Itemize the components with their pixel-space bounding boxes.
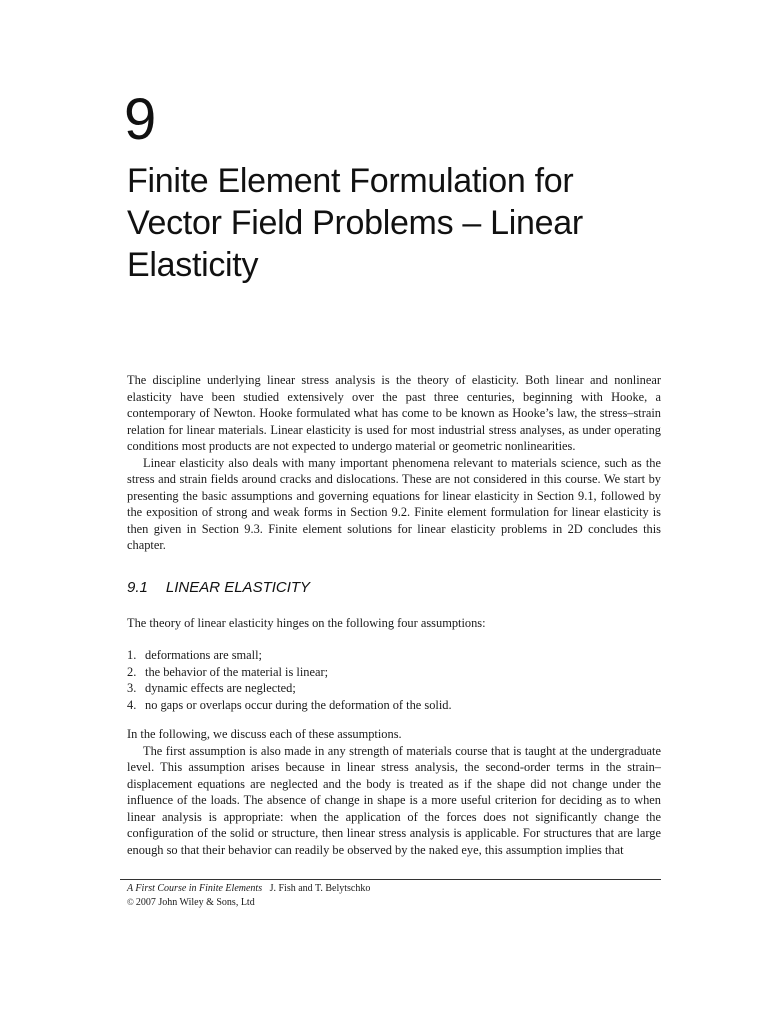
list-item	[127, 647, 661, 664]
list-item	[127, 680, 661, 697]
intro-text	[127, 372, 661, 554]
list-item-number: 3.	[127, 681, 137, 695]
list-item-number: 1.	[127, 648, 137, 662]
section-number: 9.1	[127, 579, 148, 596]
section-lead-paragraph: The theory of linear elasticity hinges on the following four assumptions:	[127, 616, 486, 630]
intro-paragraph: Linear elasticity also deals with many important phenomena relevant to materials science, such as the stress and strain fields around cracks and dislocations. These are not considered in this course. We start by presenting the basic assumptions and governing equations for linear elasticity in Section 9.1, followed by the exposition of strong and weak forms in Section 9.2. Finite element formulation for linear elasticity is then given in Section 9.3. Finite element solutions for linear elasticity problems in 2D concludes this chapter.	[127, 455, 661, 552]
book-title: A First Course in Finite Elements	[127, 883, 263, 894]
chapter-title	[127, 160, 687, 286]
intro-paragraph: The discipline underlying linear stress analysis is the theory of elasticity. Both linear and nonlinear elasticity have been studied extensively over the past three centuries, beginning with Hooke, a contemporary of Newton. Hooke formulated what has come to be known as Hooke’s law, the stress–strain relation for linear materials. Linear elasticity is used for most industrial stress analyses, as under operating conditions most products are not expected to undergo material or geometric nonlinearities.	[127, 373, 661, 453]
section-body	[127, 726, 661, 858]
chapter-number: 9	[124, 87, 157, 152]
body-paragraph: In the following, we discuss each of these assumptions.	[127, 727, 402, 741]
footer-copyright	[127, 896, 370, 910]
footer-citation	[127, 883, 370, 896]
list-item	[127, 664, 661, 681]
assumptions-list	[127, 647, 661, 713]
list-item	[127, 697, 661, 714]
list-item-text: deformations are small;	[145, 648, 262, 662]
chapter-title-line: Finite Element Formulation for	[127, 162, 574, 200]
section-heading	[127, 578, 310, 598]
book-authors: J. Fish and T. Belytschko	[269, 883, 371, 894]
list-item-number: 2.	[127, 664, 137, 679]
section-lead	[127, 615, 661, 632]
chapter-title-line: Elasticity	[127, 246, 259, 284]
body-paragraph: The first assumption is also made in any strength of materials course that is taught at the undergraduate level. This assumption arises because in linear stress analysis, the second-order terms in the strain–displacement equations are neglected and the body is treated as if the shape did not change under the influence of the loads. The absence of change in shape is a more useful criterion for deciding as to when linear analysis is appropriate: when the application of the forces does not significantly change the configuration of the solid or structure, then linear stress analysis is applicable. For structures that are large enough so that their behavior can readily be observed by the naked eye, this assumption implies that	[127, 743, 661, 857]
copyright-icon: ©	[127, 896, 134, 907]
copyright-text: 2007 John Wiley & Sons, Ltd	[135, 896, 255, 908]
section-title: LINEAR ELASTICITY	[165, 579, 311, 596]
list-item-text: no gaps or overlaps occur during the deformation of the solid.	[145, 697, 452, 712]
list-item-text: the behavior of the material is linear;	[145, 664, 329, 679]
chapter-title-line: Vector Field Problems – Linear	[127, 204, 583, 242]
book-footer	[127, 883, 370, 909]
list-item-number: 4.	[127, 697, 137, 712]
footer-divider	[120, 879, 661, 880]
list-item-text: dynamic effects are neglected;	[145, 681, 296, 695]
